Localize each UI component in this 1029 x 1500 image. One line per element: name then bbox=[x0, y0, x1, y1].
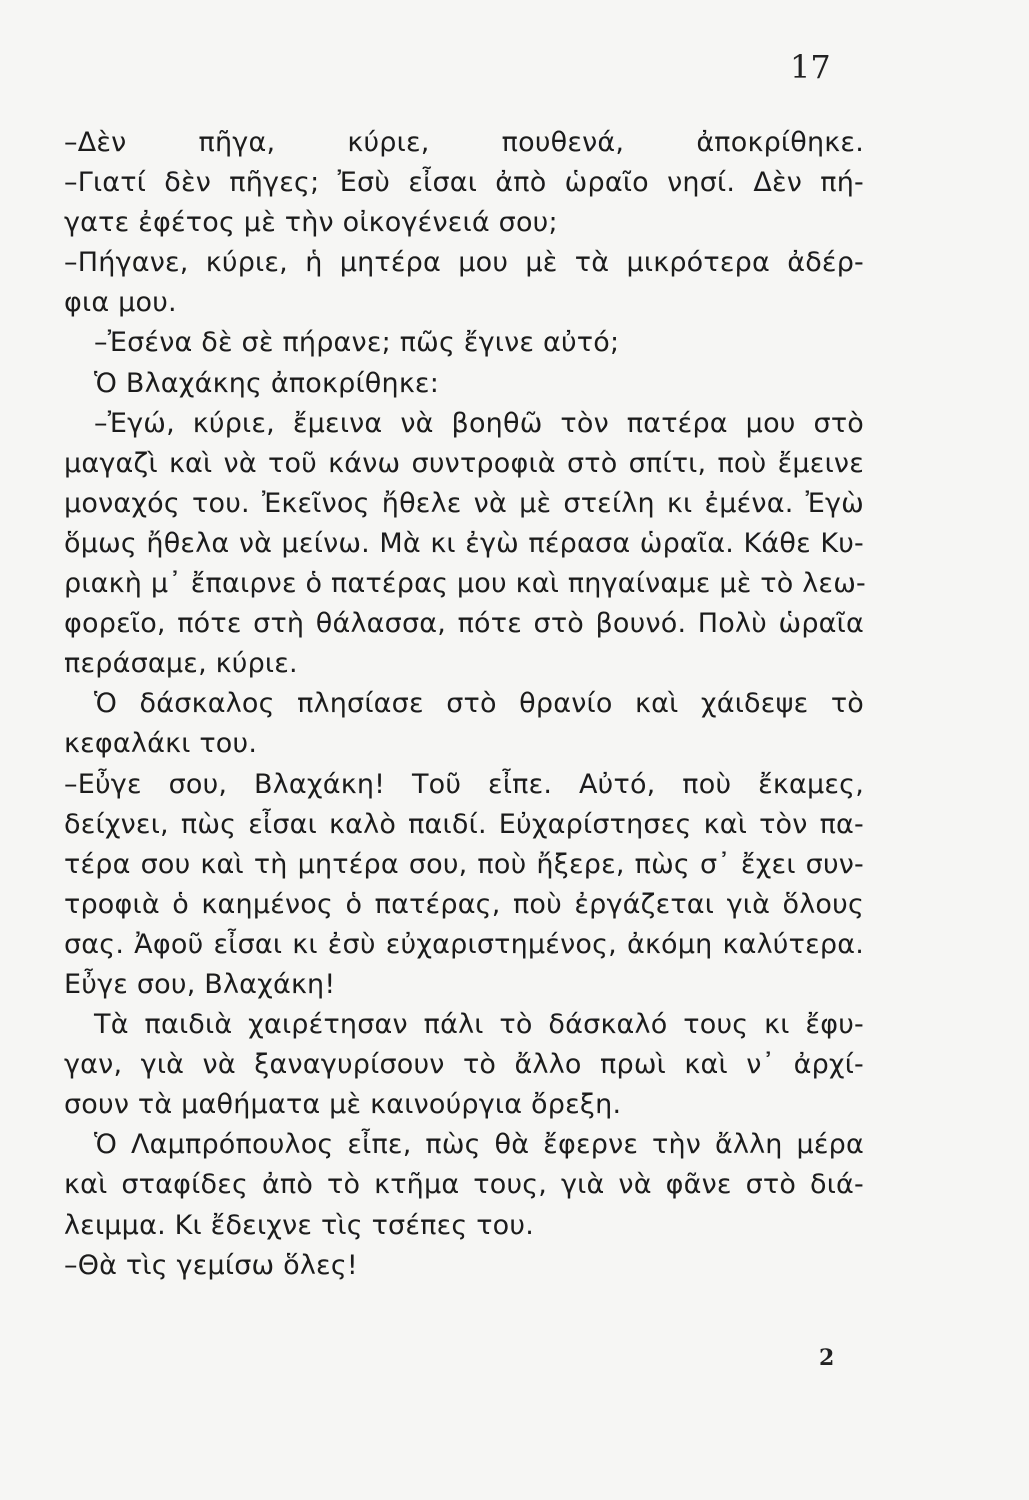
text-line: Τὰ παιδιὰ χαιρέτησαν πάλι τὸ δάσκαλό τους κι ἔφυ- bbox=[94, 1009, 864, 1041]
text-line: –Πήγανε, κύριε, ἡ μητέρα μου μὲ τὰ μικρότερα ἀδέρ- bbox=[64, 247, 864, 279]
text-line: –Ἐγώ, κύριε, ἔμεινα νὰ βοηθῶ τὸν πατέρα μου στὸ bbox=[94, 407, 864, 439]
text-line: –Ἐσένα δὲ σὲ πήρανε; πῶς ἔγινε αὐτό; bbox=[94, 327, 620, 359]
text-line: Εὖγε σου, Βλαχάκη! bbox=[64, 968, 336, 1000]
text-line: καὶ σταφίδες ἀπὸ τὸ κτῆμα τους, γιὰ νὰ φᾶνε στὸ διά- bbox=[64, 1169, 864, 1201]
text-line: γαν, γιὰ νὰ ξαναγυρίσουν τὸ ἄλλο πρωὶ καὶ ν᾽ ἀρχί- bbox=[64, 1049, 864, 1081]
text-line: –Γιατί δὲν πῆγες; Ἐσὺ εἶσαι ἀπὸ ὡραῖο νησί. Δὲν πή- bbox=[64, 167, 864, 199]
text-line: λειμμα. Κι ἔδειχνε τὶς τσέπες του. bbox=[64, 1209, 534, 1241]
text-line: σας. Ἀφοῦ εἶσαι κι ἐσὺ εὐχαριστημένος, ἀκόμη καλύτερα. bbox=[64, 928, 864, 960]
text-line: περάσαμε, κύριε. bbox=[64, 648, 298, 680]
text-line: Ὁ δάσκαλος πλησίασε στὸ θρανίο καὶ χάιδεψε τὸ bbox=[94, 688, 864, 720]
text-line: –Εὖγε σου, Βλαχάκη! Τοῦ εἶπε. Αὐτό, ποὺ ἔκαμες, bbox=[64, 768, 864, 800]
text-line: Ὁ Βλαχάκης ἀποκρίθηκε: bbox=[94, 367, 440, 399]
signature-mark: 2 bbox=[819, 1345, 835, 1371]
text-line: ὅμως ἤθελα νὰ μείνω. Μὰ κι ἐγὼ πέρασα ὡραῖα. Κάθε Κυ- bbox=[64, 527, 864, 559]
text-line: Ὁ Λαμπρόπουλος εἶπε, πὼς θὰ ἔφερνε τὴν ἄλλη μέρα bbox=[94, 1129, 864, 1161]
text-line: μοναχός του. Ἐκεῖνος ἤθελε νὰ μὲ στείλη κι ἐμένα. Ἐγὼ bbox=[64, 487, 864, 519]
text-line: μαγαζὶ καὶ νὰ τοῦ κάνω συντροφιὰ στὸ σπίτι, ποὺ ἔμεινε bbox=[64, 447, 864, 479]
text-line: δείχνει, πὼς εἶσαι καλὸ παιδί. Εὐχαρίστησες καὶ τὸν πα- bbox=[64, 808, 864, 840]
text-line: τέρα σου καὶ τὴ μητέρα σου, ποὺ ἤξερε, πὼς σ᾽ ἔχει συν- bbox=[64, 848, 864, 880]
text-line: φορεῖο, πότε στὴ θάλασσα, πότε στὸ βουνό. Πολὺ ὡραῖα bbox=[64, 608, 864, 640]
text-line: γατε ἐφέτος μὲ τὴν οἰκογένειά σου; bbox=[64, 207, 558, 239]
text-line: σουν τὰ μαθήματα μὲ καινούργια ὄρεξη. bbox=[64, 1089, 622, 1121]
page-number: 17 bbox=[790, 48, 831, 86]
text-line: –Θὰ τὶς γεμίσω ὅλες! bbox=[64, 1249, 358, 1281]
text-line: κεφαλάκι του. bbox=[64, 728, 258, 760]
text-line: φια μου. bbox=[64, 287, 177, 319]
text-line: –Δὲν πῆγα, κύριε, πουθενά, ἀποκρίθηκε. bbox=[64, 127, 864, 158]
body-text bbox=[64, 123, 864, 1286]
text-line: ριακὴ μ᾽ ἔπαιρνε ὁ πατέρας μου καὶ πηγαίναμε μὲ τὸ λεω- bbox=[64, 568, 866, 600]
text-line: τροφιὰ ὁ καημένος ὁ πατέρας, ποὺ ἐργάζεται γιὰ ὅλους bbox=[64, 888, 864, 920]
